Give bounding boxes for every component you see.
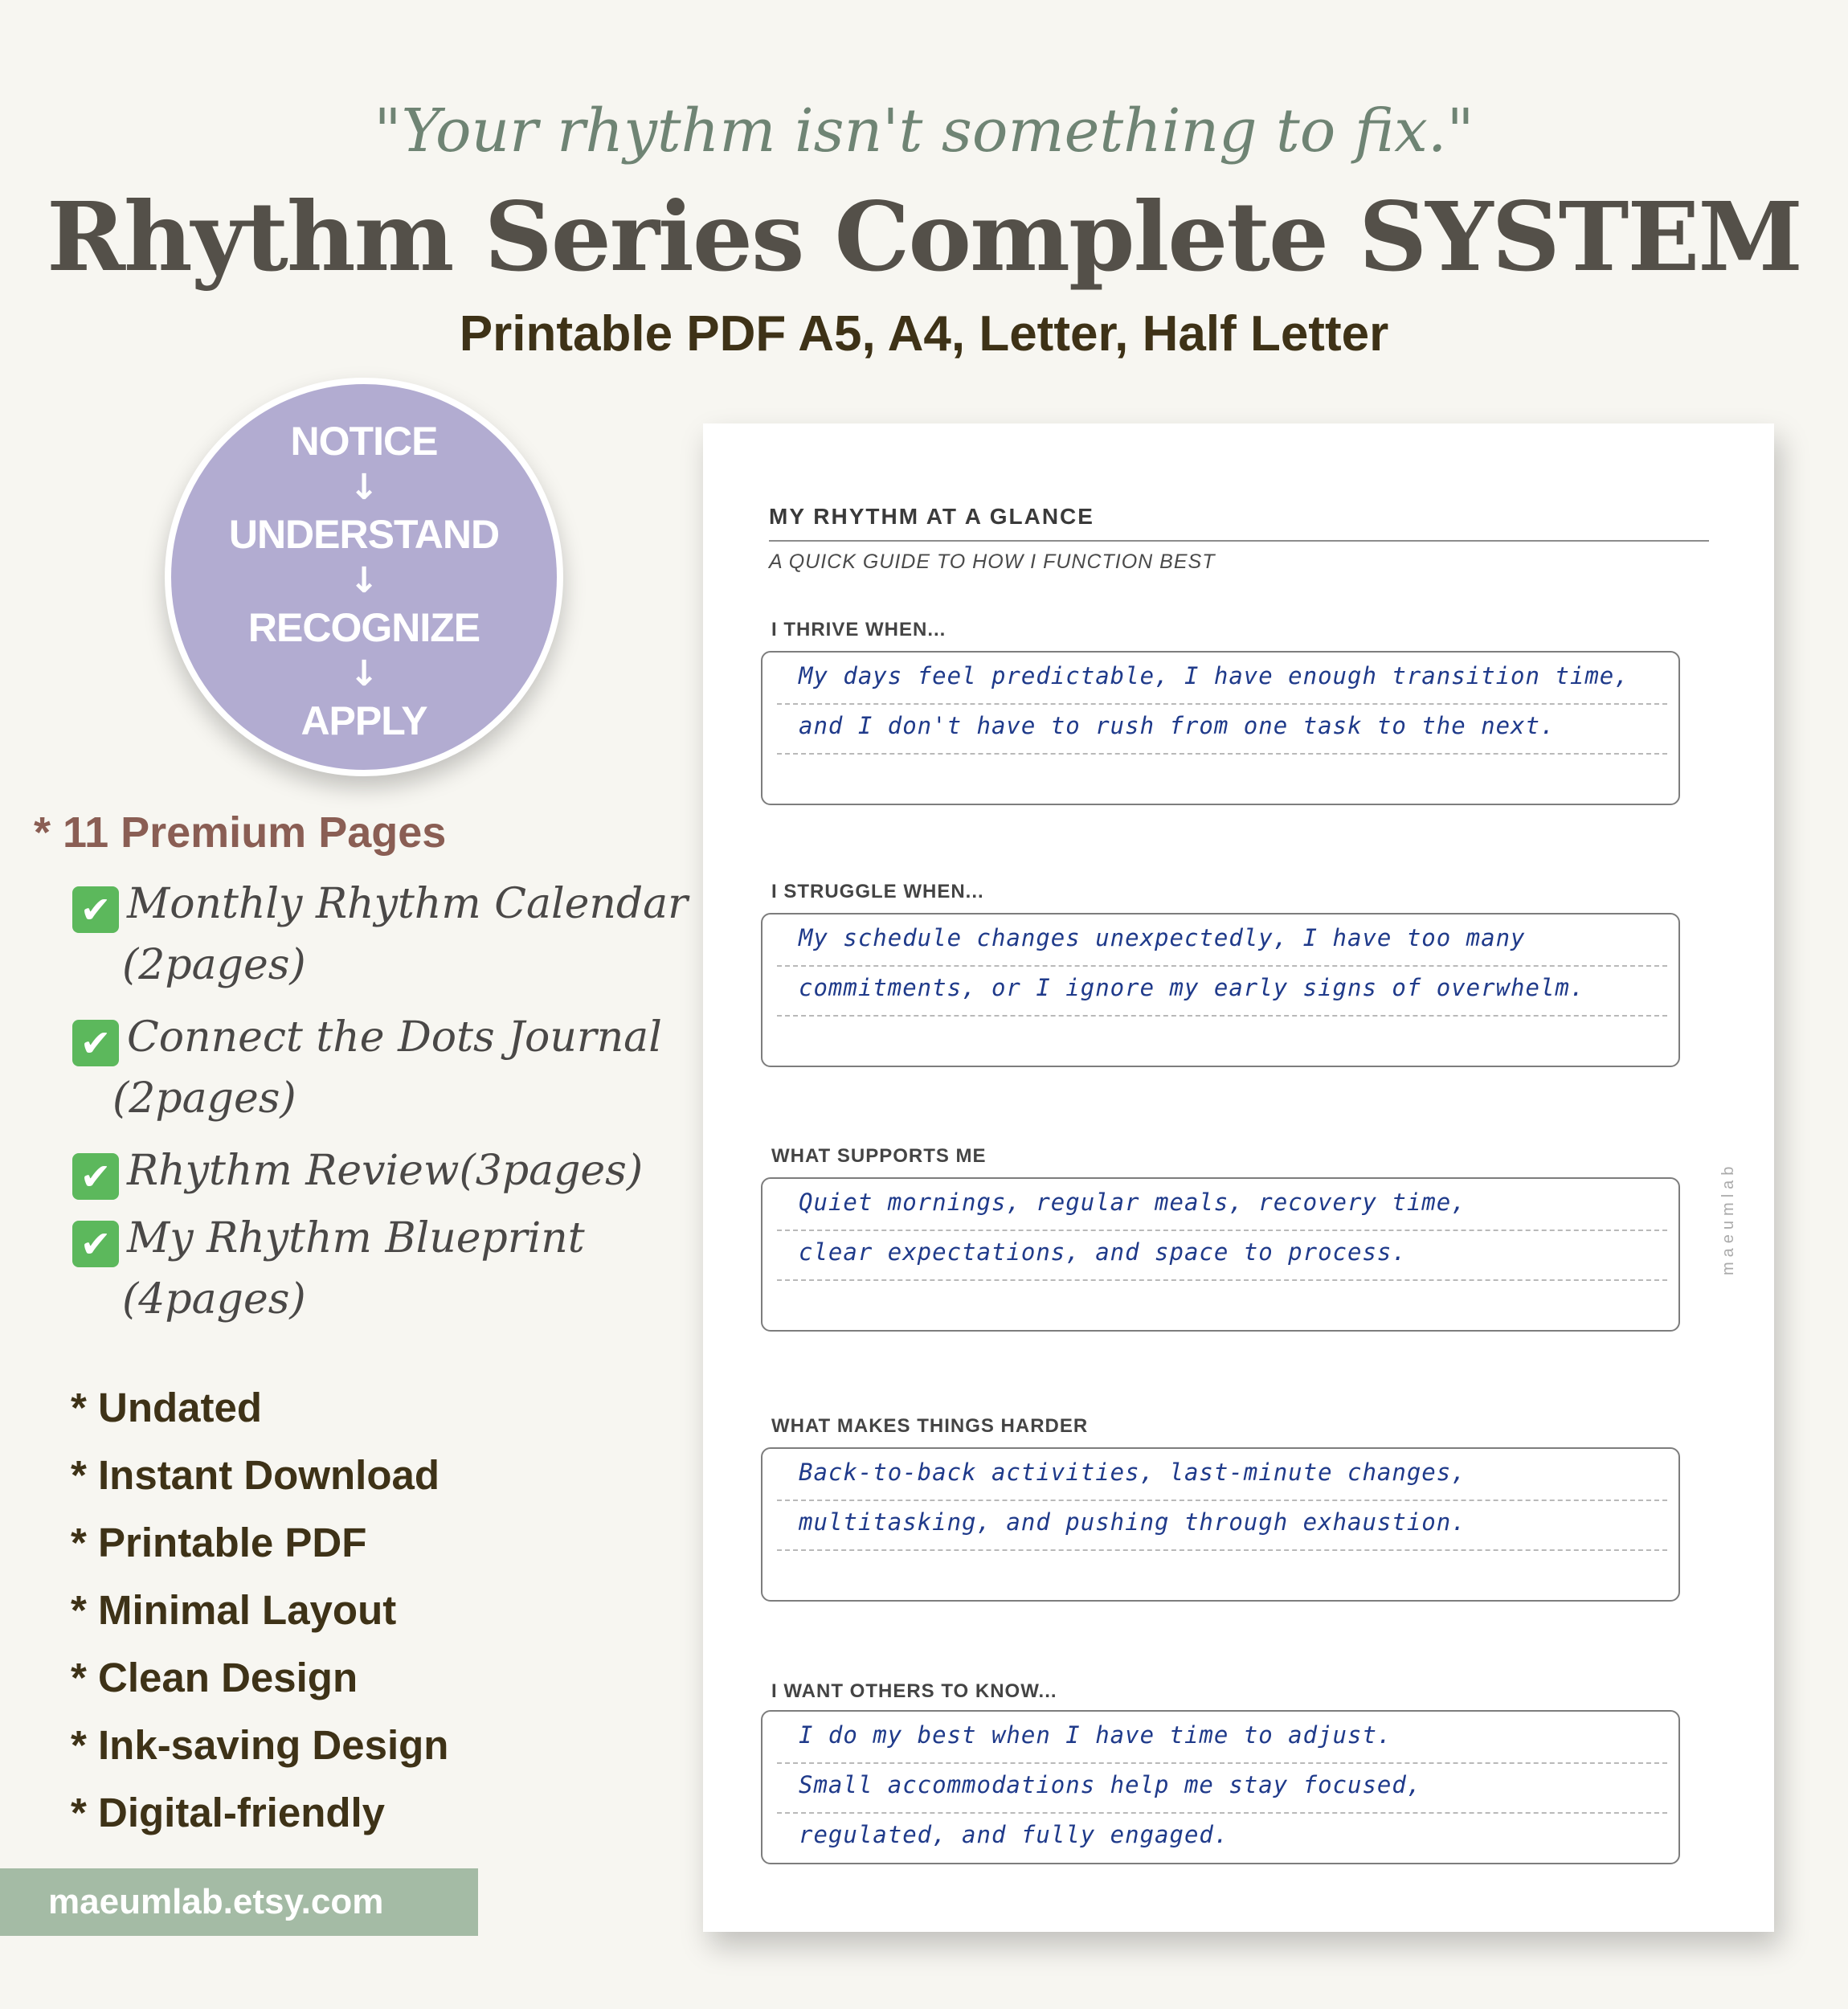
arrow-down-icon: ↓ — [349, 560, 379, 601]
flow-step-understand: UNDERSTAND — [228, 512, 500, 557]
feature-item: * Digital-friendly — [71, 1790, 386, 1835]
page-count: (2pages) — [112, 1074, 296, 1123]
flow-step-recognize: RECOGNIZE — [247, 605, 480, 650]
list-item — [72, 874, 693, 996]
feature-item: * Minimal Layout — [71, 1587, 397, 1633]
handwritten-line: and I don't have to rush from one task to the next. — [799, 712, 1556, 739]
handwritten-line: clear expectations, and space to process. — [799, 1238, 1407, 1266]
dashed-rule — [777, 753, 1667, 755]
worksheet-subtitle: A QUICK GUIDE TO HOW I FUNCTION BEST — [769, 550, 1216, 573]
list-item — [72, 1007, 693, 1129]
format-subtitle: Printable PDF A5, A4, Letter, Half Letter — [459, 306, 1389, 362]
page-count: (4pages) — [122, 1275, 306, 1324]
handwritten-line: Quiet mornings, regular meals, recovery time, — [799, 1189, 1466, 1216]
process-flow-badge — [165, 378, 563, 776]
handwritten-line: multitasking, and pushing through exhaustion. — [799, 1508, 1466, 1536]
worksheet-preview — [703, 423, 1774, 1932]
features-list — [71, 1374, 448, 1847]
dashed-rule — [777, 1279, 1667, 1281]
dashed-rule — [777, 1015, 1667, 1017]
list-item — [72, 1140, 693, 1201]
feature-item: * Undated — [71, 1385, 263, 1430]
title-divider — [769, 540, 1709, 542]
arrow-down-icon: ↓ — [349, 653, 379, 694]
dashed-rule — [777, 1549, 1667, 1551]
list-item — [72, 1208, 693, 1330]
page-count: (2pages) — [122, 941, 306, 989]
dashed-rule — [777, 1230, 1667, 1231]
brand-watermark: maeumlab — [1719, 1161, 1737, 1275]
check-icon: ✔ — [72, 1221, 119, 1267]
shop-link[interactable]: maeumlab.etsy.com — [0, 1868, 478, 1936]
page-name: Monthly Rhythm Calendar — [127, 880, 689, 928]
section-label: WHAT SUPPORTS ME — [771, 1145, 987, 1167]
page-title: Rhythm Series Complete SYSTEM — [46, 181, 1802, 293]
section-label: I WANT OTHERS TO KNOW... — [771, 1680, 1057, 1702]
pages-heading: * 11 Premium Pages — [34, 808, 447, 857]
handwritten-line: My days feel predictable, I have enough transition time, — [799, 662, 1629, 689]
handwritten-line: I do my best when I have time to adjust. — [799, 1721, 1392, 1749]
feature-item: * Clean Design — [71, 1655, 358, 1700]
handwritten-line: My schedule changes unexpectedly, I have too many — [799, 924, 1526, 951]
feature-item: * Ink-saving Design — [71, 1722, 449, 1768]
check-icon: ✔ — [72, 1020, 119, 1066]
dashed-rule — [777, 1500, 1667, 1501]
dashed-rule — [777, 1812, 1667, 1814]
dashed-rule — [777, 703, 1667, 705]
page-name: Rhythm Review(3pages) — [127, 1147, 644, 1195]
writing-box — [761, 1447, 1680, 1602]
writing-box — [761, 1177, 1680, 1332]
dashed-rule — [777, 1762, 1667, 1764]
feature-item: * Instant Download — [71, 1452, 440, 1498]
check-icon: ✔ — [72, 1153, 119, 1200]
flow-step-notice: NOTICE — [290, 419, 438, 464]
handwritten-line: Small accommodations help me stay focused, — [799, 1771, 1422, 1798]
section-label: I STRUGGLE WHEN... — [771, 881, 984, 902]
page-name: Connect the Dots Journal — [127, 1013, 662, 1062]
handwritten-line: Back-to-back activities, last-minute changes, — [799, 1459, 1466, 1486]
writing-box — [761, 913, 1680, 1067]
arrow-down-icon: ↓ — [349, 467, 379, 508]
writing-box — [761, 1710, 1680, 1864]
page-name: My Rhythm Blueprint — [127, 1214, 585, 1262]
section-label: WHAT MAKES THINGS HARDER — [771, 1415, 1089, 1437]
handwritten-line: commitments, or I ignore my early signs of overwhelm. — [799, 974, 1585, 1001]
included-pages-list — [34, 808, 693, 1330]
worksheet-title: MY RHYTHM AT A GLANCE — [769, 504, 1094, 529]
dashed-rule — [777, 965, 1667, 967]
check-icon: ✔ — [72, 886, 119, 933]
section-label: I THRIVE WHEN... — [771, 619, 946, 640]
flow-step-apply: APPLY — [301, 698, 427, 743]
handwritten-line: regulated, and fully engaged. — [799, 1821, 1229, 1848]
tagline-quote: "Your rhythm isn't something to fix." — [374, 96, 1474, 166]
writing-box — [761, 651, 1680, 805]
feature-item: * Printable PDF — [71, 1520, 367, 1565]
